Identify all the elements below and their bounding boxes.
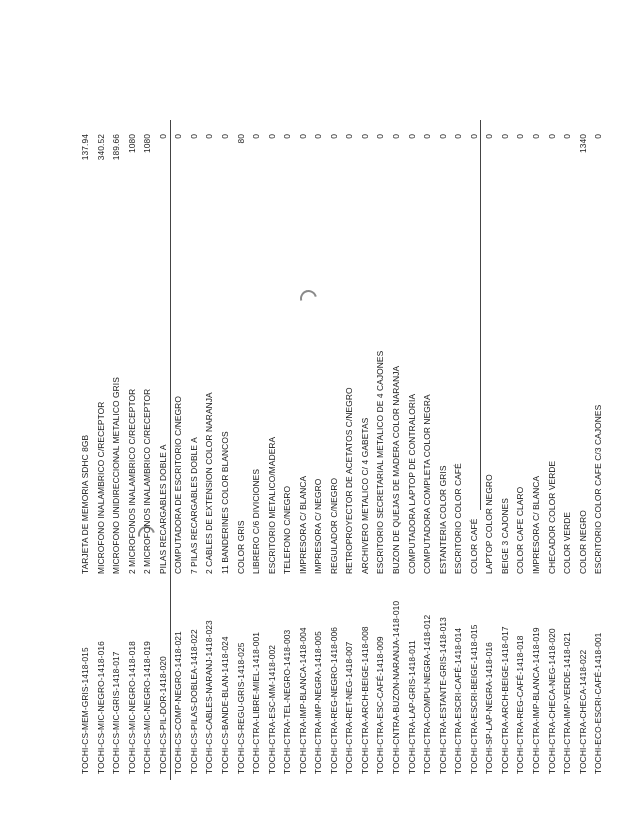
item-amount: 0 bbox=[204, 134, 215, 139]
item-code: TOCHI-CTRA-ESTANTE-GRIS-1418-013 bbox=[437, 617, 448, 774]
table-row bbox=[265, 120, 281, 780]
item-code: TOCHI-CS-PIL-DOR-1418-020 bbox=[157, 656, 168, 774]
item-code: TOCHI-CS-MIC-NEGRO-1418-019 bbox=[142, 641, 153, 774]
item-description: 11 BANDERINES COLOR BLANCOS bbox=[219, 431, 230, 574]
item-amount: 0 bbox=[328, 134, 339, 139]
item-description: COMPUTADORA DE ESCRITORIO C/NEGRO bbox=[173, 396, 184, 574]
table-row bbox=[389, 120, 405, 780]
item-code: TOCHI-CTRA-REG-NEGRO-1418-006 bbox=[328, 626, 339, 774]
item-amount: 0 bbox=[515, 134, 526, 139]
item-code: TOCHI-CS-MIC-NEGRO-1418-016 bbox=[95, 641, 106, 774]
table-row bbox=[373, 120, 389, 780]
item-description: COLOR CAFE CLARO bbox=[515, 486, 526, 574]
item-amount: 0 bbox=[422, 134, 433, 139]
item-description: CHECADOR COLOR VERDE bbox=[546, 460, 557, 574]
table-row bbox=[296, 120, 312, 780]
table-row bbox=[420, 120, 436, 780]
table-row bbox=[234, 120, 250, 780]
item-amount: 0 bbox=[391, 134, 401, 139]
item-description: ESCRITORIO METALICO/MADERA bbox=[266, 436, 277, 574]
item-description: COLOR GRIS bbox=[235, 520, 246, 574]
item-code: TOCHI-CTRA-ESCRI-BEIGE-1418-015 bbox=[468, 624, 479, 774]
item-description: IMPRESORA C/ BLANCA bbox=[297, 475, 308, 574]
item-description: COMPUTADORA LAPTOP DE CONTRALORIA bbox=[406, 393, 417, 574]
item-amount: 80 bbox=[235, 134, 246, 144]
table-row bbox=[342, 120, 358, 780]
item-code: TOCHI-CTRA-REG-CAFÉ-1418-018 bbox=[515, 635, 526, 774]
item-amount: 0 bbox=[173, 134, 184, 139]
item-description: 2 CABLES DE EXTENSION COLOR NARANJA bbox=[204, 392, 215, 574]
table-row bbox=[405, 120, 421, 780]
item-description: TARJETA DE MEMORIA SDHC 8GB bbox=[80, 434, 90, 574]
item-code: TOCHI-CTRA-TEL-NEGRO-1418-003 bbox=[282, 629, 293, 774]
item-amount: 189.66 bbox=[111, 134, 122, 161]
item-description: LAPTOP COLOR NEGRO bbox=[484, 474, 495, 574]
item-amount: 0 bbox=[530, 134, 541, 139]
item-code: TOCHI-CTRA-ESCRI-CAFÉ-1418-014 bbox=[453, 627, 464, 774]
item-description: MICROFONO UNIDIRECCIONAL METALICO GRIS bbox=[111, 377, 122, 574]
item-amount: 0 bbox=[282, 134, 293, 139]
item-code: TOCHI-CTRA-ARCH-BEIGE-1418-008 bbox=[359, 626, 370, 774]
item-code: TOCHI-CTRA-ESC-MM-1418-002 bbox=[266, 644, 277, 774]
item-code: TOCHI-CTRA-ESC-CAFÉ-1418-009 bbox=[375, 636, 386, 774]
table-row bbox=[576, 120, 592, 780]
item-amount: 0 bbox=[344, 134, 355, 139]
item-code: TOCHI-CTRA-ARCH-BEIGE-1418-017 bbox=[499, 626, 510, 774]
item-description: 2 MICROFONOS INALAMBRICO C/RECEPTOR bbox=[126, 388, 137, 574]
item-description: MICROFONO INALAMBRICO C/RECEPTOR bbox=[95, 401, 106, 574]
item-amount: 0 bbox=[359, 134, 370, 139]
item-description: 2 MICROFONOS INALAMBRICO C/RECEPTOR bbox=[142, 388, 153, 574]
item-code: TOCHI-CS-MIC-GRIS-1418-017 bbox=[111, 651, 122, 774]
item-description: IMPRESORA C/ BLANCA bbox=[530, 475, 541, 574]
table-row bbox=[358, 120, 374, 780]
item-amount: 0 bbox=[499, 134, 510, 139]
item-amount: 137.94 bbox=[80, 134, 90, 161]
item-amount: 0 bbox=[313, 134, 324, 139]
item-amount: 0 bbox=[219, 134, 230, 139]
item-amount: 1080 bbox=[142, 134, 153, 154]
item-amount: 0 bbox=[188, 134, 199, 139]
item-code: TOCHI-CS-MIC-NEGRO-1418-018 bbox=[126, 641, 137, 774]
table-row bbox=[218, 120, 234, 780]
item-description: COMPUTADORA COMPLETA COLOR NEGRA bbox=[422, 394, 433, 574]
table-row bbox=[327, 120, 343, 780]
item-description: LIBRERO C/6 DIVICIONES bbox=[251, 468, 262, 574]
item-amount: 1340 bbox=[577, 134, 588, 154]
table-row bbox=[467, 120, 483, 780]
table-row bbox=[498, 120, 514, 780]
item-amount: 0 bbox=[297, 134, 308, 139]
item-code: TOCHI-ECO-ESCRI-CAFÉ-1418-001 bbox=[593, 632, 604, 774]
item-amount: 0 bbox=[266, 134, 277, 139]
item-description: ESTANTERIA COLOR GRIS bbox=[437, 465, 448, 574]
item-description: PILAS RECARGABLES DOBLE A bbox=[157, 444, 168, 574]
item-code: TOCHI-CS-BANDE-BLAN-1418-024 bbox=[219, 636, 230, 774]
item-description: ESCRITORIO COLOR CAFÉ bbox=[453, 463, 464, 574]
item-code: TOCHI-CTRA-LAP-GRIS-1418-011 bbox=[406, 640, 417, 774]
table-row bbox=[249, 120, 265, 780]
item-amount: 0 bbox=[251, 134, 262, 139]
item-code: TOCHI-CS-CABLES-NARANJ-1418-023 bbox=[204, 620, 215, 774]
table-row bbox=[187, 120, 203, 780]
table-row bbox=[156, 120, 172, 780]
item-amount: 1080 bbox=[126, 134, 137, 154]
table-row bbox=[436, 120, 452, 780]
table-row bbox=[529, 120, 545, 780]
item-description: 7 PILAS RECARGABLES DOBLE A bbox=[188, 437, 199, 574]
item-amount: 0 bbox=[468, 134, 479, 139]
item-description: ARCHIVERO METALICO C/ 4 GABETAS bbox=[359, 417, 370, 574]
item-code: TOCHI-CS-PILAS-DOBLEA-1418-022 bbox=[188, 629, 199, 774]
table-row bbox=[451, 120, 467, 780]
table-row bbox=[591, 120, 607, 780]
item-description: ESCRITORIO SECRETARIAL METALICO DE 4 CAJONES bbox=[375, 350, 386, 574]
item-code: TOCHI-CTRA-IMP-NEGRA-1418-005 bbox=[313, 631, 324, 774]
item-code: TOCHI-CTRA-CHECA-NEG-1418-020 bbox=[546, 628, 557, 774]
item-amount: 0 bbox=[375, 134, 386, 139]
item-code: TOCHI-CTRA-IMP-VERDE-1418-021 bbox=[562, 632, 573, 774]
item-amount: 0 bbox=[453, 134, 464, 139]
inventory-table bbox=[72, 120, 604, 780]
item-code: TOCHI-CNTRA-BUZON-NARANJA-1418-010 bbox=[391, 600, 401, 774]
item-code: TOCHI-CTRA-LIBRE-MIEL-1418-001 bbox=[251, 631, 262, 774]
item-code: TOCHI-CTRA-COMPU-NEGRA-1418-012 bbox=[422, 614, 433, 774]
item-code: TOCHI-CTRA-IMP-BLANCA-1418-019 bbox=[530, 627, 541, 774]
item-code: TOCHI-CS-MEM-GRIS-1418-015 bbox=[80, 647, 90, 774]
item-code: TOCHI-CS-REGU-GRIS-1418-025 bbox=[235, 642, 246, 774]
table-row bbox=[125, 120, 141, 780]
table-row bbox=[280, 120, 296, 780]
table-row bbox=[482, 120, 498, 780]
table-row bbox=[202, 120, 218, 780]
item-code: TOCHI-CTRA-CHECA-1418-022 bbox=[577, 649, 588, 774]
table-row bbox=[560, 120, 576, 780]
item-amount: 0 bbox=[484, 134, 495, 139]
item-description: COLOR NEGRO bbox=[577, 510, 588, 574]
item-amount: 0 bbox=[546, 134, 557, 139]
item-description: IMPRESORA C/ NEGRO bbox=[313, 478, 324, 574]
item-description: BUZON DE QUEJAS DE MADERA COLOR NARANJA bbox=[391, 365, 401, 574]
item-description: ESCRITORIO COLOR CAFE C/3 CAJONES bbox=[593, 404, 604, 574]
item-description: REGULADOR C/NEGRO bbox=[328, 477, 339, 574]
item-code: TOCHI-CTRA-RET-NEG-1418-007 bbox=[344, 641, 355, 774]
item-code: TOCHI-CTRA-IMP-BLANCA-1418-004 bbox=[297, 627, 308, 774]
item-amount: 340.52 bbox=[95, 134, 106, 161]
table-row bbox=[171, 120, 187, 780]
item-description: RETROPROYECTOR DE ACETATOS C/NEGRO bbox=[344, 387, 355, 574]
table-row bbox=[140, 120, 156, 780]
item-description: BEIGE 3 CAJONES bbox=[499, 498, 510, 574]
item-amount: 0 bbox=[562, 134, 573, 139]
item-amount: 0 bbox=[437, 134, 448, 139]
item-code: TOCHI-CS-COMP-NEGRO-1418-021 bbox=[173, 631, 184, 774]
table-row bbox=[94, 120, 110, 780]
item-description: COLOR VERDE bbox=[562, 511, 573, 574]
table-row bbox=[311, 120, 327, 780]
item-amount: 0 bbox=[157, 134, 168, 139]
item-amount: 0 bbox=[406, 134, 417, 139]
table-row bbox=[545, 120, 561, 780]
item-code: TOCHI-SP-LAP-NEGRA-1418-016 bbox=[484, 642, 495, 774]
item-description: COLOR CAFÉ bbox=[468, 518, 479, 574]
table-row bbox=[513, 120, 529, 780]
table-row bbox=[109, 120, 125, 780]
item-amount: 0 bbox=[593, 134, 604, 139]
item-description: TELEFONO C/NEGRO bbox=[282, 485, 293, 574]
table-row bbox=[78, 120, 94, 780]
